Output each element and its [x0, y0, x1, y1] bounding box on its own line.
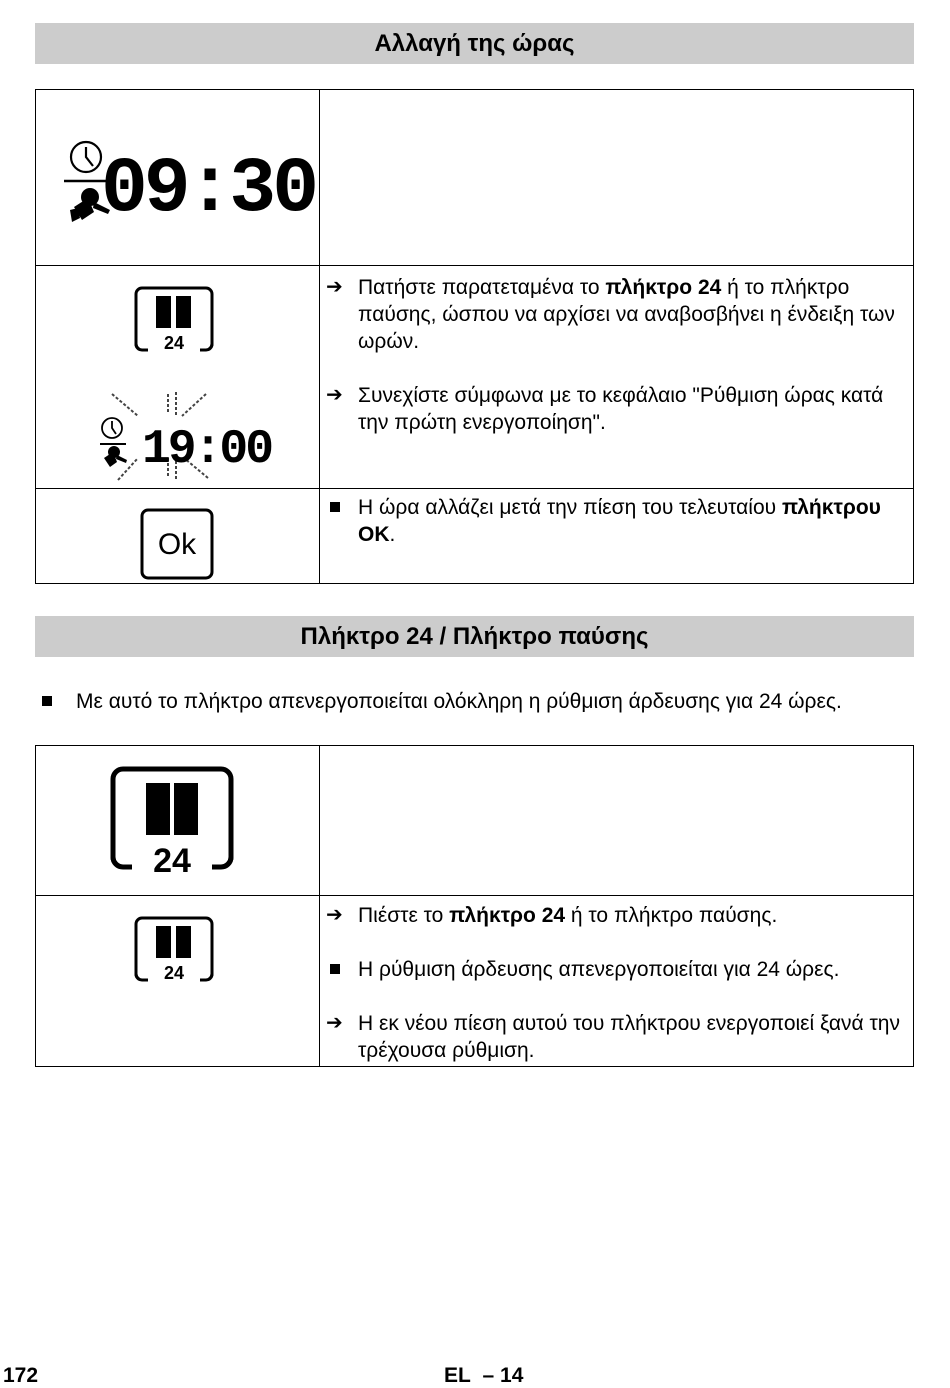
item-bold-text: πλήκτρο 24	[605, 276, 722, 299]
item-text: Πατήστε παρατεταμένα το	[358, 276, 606, 299]
footer-lang-code: EL	[444, 1364, 471, 1387]
instruction-cell	[326, 274, 907, 436]
arrow-right-icon: ➔	[326, 1012, 343, 1034]
section-title-change-time: Αλλαγή της ώρας	[35, 23, 914, 64]
table-row	[36, 90, 913, 265]
item-text: Η ρύθμιση άρδευσης απενεργοποιείται για 24 ώρες.	[358, 958, 840, 981]
list-item	[326, 494, 907, 548]
item-bold-text: πλήκτρου OK	[358, 496, 881, 546]
item-text: ή το πλήκτρο παύσης.	[565, 904, 778, 927]
arrow-right-icon: ➔	[326, 384, 343, 406]
key-label: 24	[163, 963, 185, 983]
pause-key-table	[35, 745, 914, 1067]
footer-subpage: – 14	[482, 1364, 524, 1387]
pause-24-key-icon	[134, 916, 214, 984]
table-row	[36, 746, 913, 895]
table-row	[36, 895, 913, 1067]
blinking-time-display	[98, 386, 272, 484]
section-title-pause-key: Πλήκτρο 24 / Πλήκτρο παύσης	[35, 616, 914, 657]
pause-24-key-large-icon	[110, 766, 234, 878]
table-row	[36, 265, 913, 489]
blink-time-digits: 19:00	[142, 423, 272, 477]
list-item	[326, 274, 907, 355]
square-bullet-icon	[330, 964, 340, 974]
item-bold-text: πλήκτρο 24	[449, 904, 566, 927]
list-item	[326, 956, 907, 983]
item-text: Η εκ νέου πίεση αυτού του πλήκτρου ενεργοποιεί ξανά την τρέχουσα ρύθμιση.	[358, 1012, 900, 1062]
square-bullet-icon	[42, 696, 52, 706]
key-label: Ok	[157, 528, 197, 561]
list-item	[326, 1010, 907, 1064]
change-time-table	[35, 89, 914, 584]
item-text: Πιέστε το	[358, 904, 450, 927]
list-item	[326, 902, 907, 929]
key-label: 24	[153, 842, 191, 880]
arrow-right-icon: ➔	[326, 904, 343, 926]
clock-icon	[100, 418, 126, 444]
pause-24-key-icon	[134, 286, 214, 354]
item-text: ή το πλήκτρο παύσης, ώσπου να αρχίσει να αναβοσβήνει η ένδειξη των ωρών.	[358, 276, 895, 353]
item-text: Συνεχίστε σύμφωνα με το κεφάλαιο "Ρύθμιση ώρας κατά την πρώτη ενεργοποίηση".	[358, 384, 884, 434]
page-number: 172	[3, 1364, 39, 1387]
key-label: 24	[163, 333, 185, 353]
arrow-right-icon: ➔	[326, 276, 343, 298]
square-bullet-icon	[330, 502, 340, 512]
time-display-figure	[60, 138, 316, 234]
list-item	[326, 382, 907, 436]
table-row	[36, 488, 913, 584]
item-text: Η ώρα αλλάζει μετά την πίεση του τελευταίου	[358, 496, 782, 519]
watering-can-icon	[104, 446, 127, 467]
list-item	[40, 688, 842, 715]
item-text: Με αυτό το πλήκτρο απενεργοποιείται ολόκληρη η ρύθμιση άρδευσης για 24 ώρες.	[76, 690, 842, 713]
time-digits: 09:30	[100, 146, 316, 234]
ok-key-icon	[140, 508, 214, 580]
footer-language	[444, 1364, 523, 1388]
instruction-cell	[326, 494, 907, 548]
instruction-cell	[326, 902, 907, 1064]
item-text: .	[389, 523, 396, 546]
